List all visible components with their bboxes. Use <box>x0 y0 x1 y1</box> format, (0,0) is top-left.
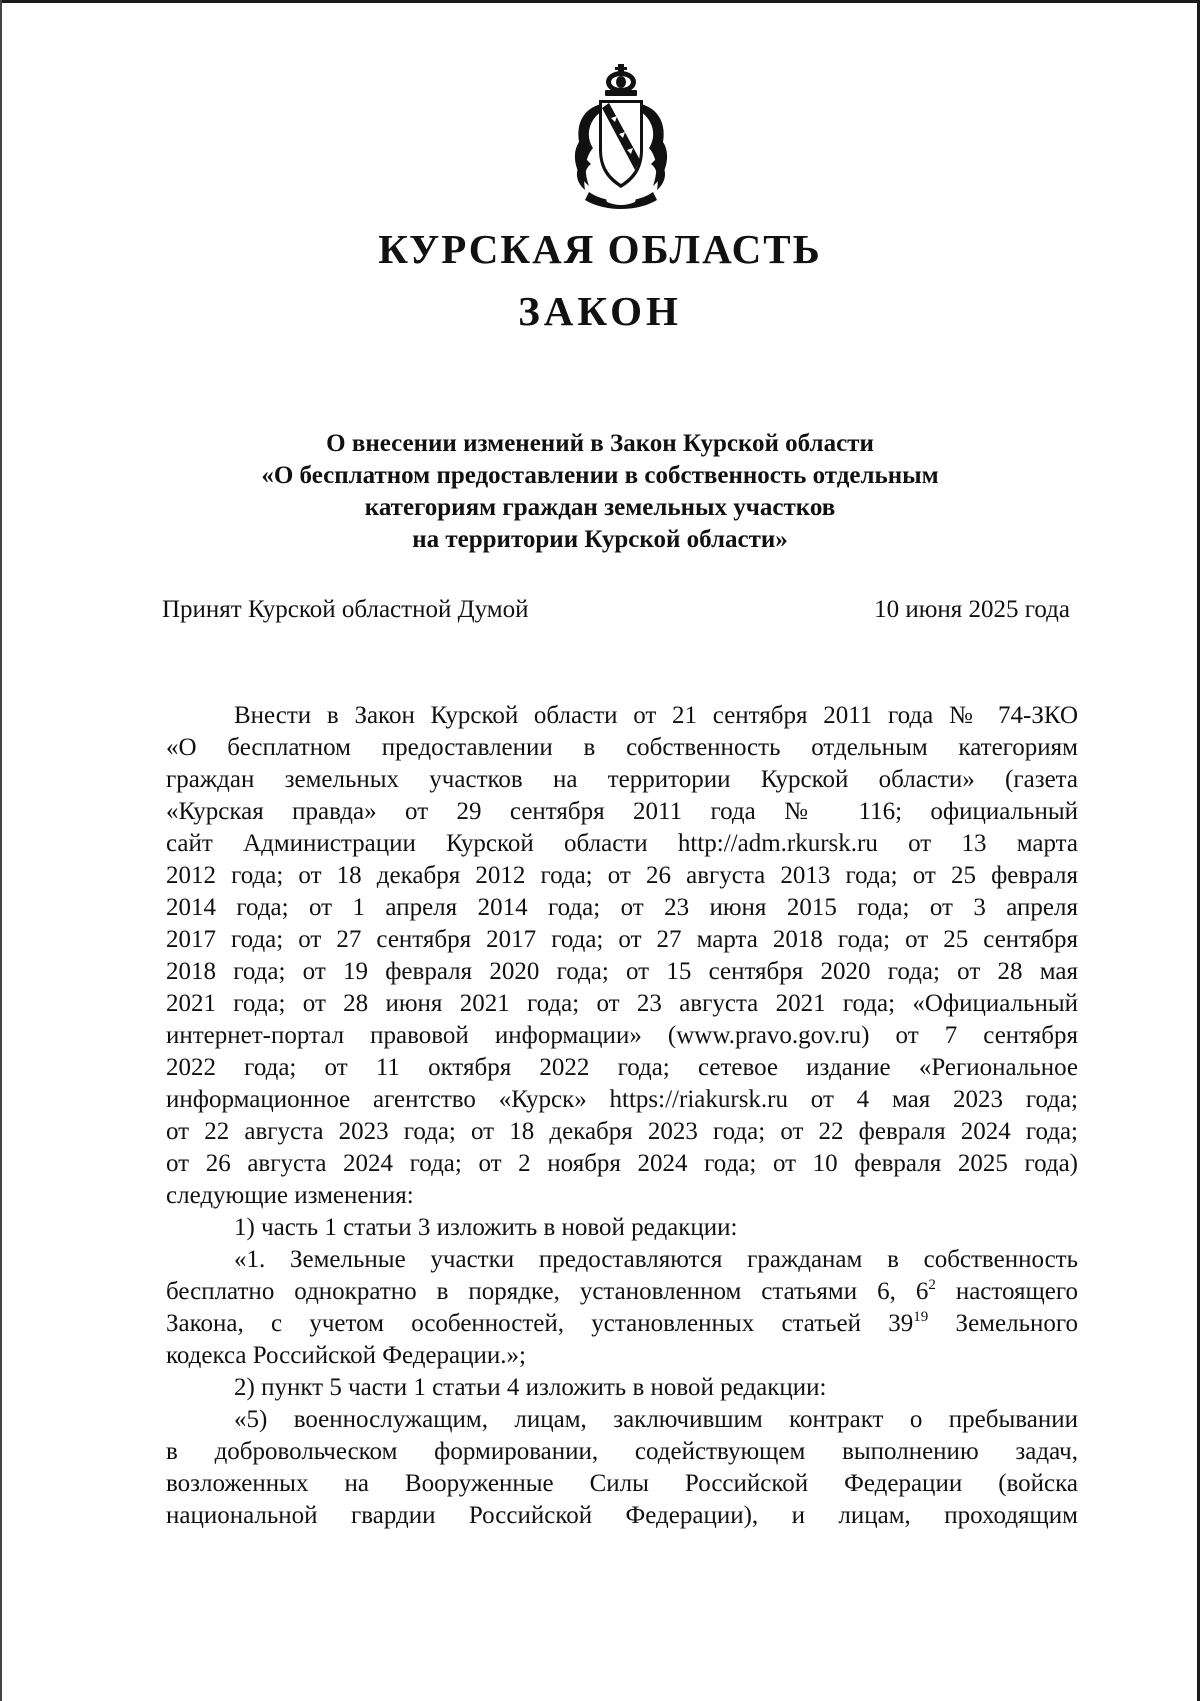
body-line: следующие изменения: <box>166 1182 414 1209</box>
body-line: сайт Администрации Курской области http://adm.rkursk.ru от 13 марта <box>166 830 1078 857</box>
law-heading: ЗАКОН <box>518 288 682 334</box>
superscript: 19 <box>913 1309 929 1325</box>
law-body <box>166 700 1078 1532</box>
body-line: 2022 года; от 11 октября 2022 года; сетевое издание «Региональное <box>166 1054 1078 1081</box>
superscript: 2 <box>928 1277 936 1293</box>
adoption-date: 10 июня 2025 года <box>874 596 1070 623</box>
law-title-line: О внесении изменений в Закон Курской области <box>326 430 874 457</box>
adopted-by: Принят Курской областной Думой <box>162 596 529 623</box>
item-1-quote-line: «1. Земельные участки предоставляются гражданам в собственность <box>234 1246 1078 1273</box>
body-line: «Курская правда» от 29 сентября 2011 года № 116; официальный <box>166 798 1078 825</box>
law-title-line: на территории Курской области» <box>412 526 788 553</box>
body-line: граждан земельных участков на территории Курской области» (газета <box>166 766 1078 793</box>
item-1-quote-text: бесплатно однократно в порядке, установленном статьями 6, 6 <box>166 1278 929 1305</box>
item-1-quote-text: Закона, с учетом особенностей, установленных статьей 39 <box>166 1310 914 1337</box>
coat-of-arms-emblem <box>561 64 681 214</box>
body-line: 2014 года; от 1 апреля 2014 года; от 23 июня 2015 года; от 3 апреля <box>166 894 1078 921</box>
item-2-quote-line: национальной гвардии Российской Федерации), и лицам, проходящим <box>166 1502 1078 1529</box>
item-1-quote-text: Земельного <box>928 1310 1078 1337</box>
item-2-quote-line: «5) военнослужащим, лицам, заключившим контракт о пребывании <box>234 1406 1078 1433</box>
body-line: 2012 года; от 18 декабря 2012 года; от 26 августа 2013 года; от 25 февраля <box>166 862 1078 889</box>
body-line: «О бесплатном предоставлении в собственность отдельным категориям <box>166 734 1078 761</box>
item-2-heading: 2) пункт 5 части 1 статьи 4 изложить в новой редакции: <box>234 1374 827 1401</box>
law-title-line: категориям граждан земельных участков <box>364 494 836 521</box>
item-1-quote-line <box>166 1308 1078 1340</box>
law-title <box>150 428 1050 556</box>
body-line: от 26 августа 2024 года; от 2 ноября 2024 года; от 10 февраля 2025 года) <box>166 1150 1078 1177</box>
item-2-quote-line: возложенных на Вооруженные Силы Российской Федерации (войска <box>166 1470 1078 1497</box>
scan-edge-top <box>0 0 1200 3</box>
body-line: 2021 года; от 28 июня 2021 года; от 23 августа 2021 года; «Официальный <box>166 990 1078 1017</box>
law-title-line: «О бесплатном предоставлении в собственность отдельным <box>261 462 939 489</box>
item-1-quote-line <box>166 1276 1078 1308</box>
region-heading: КУРСКАЯ ОБЛАСТЬ <box>378 226 822 272</box>
item-1-quote-line: кодекса Российской Федерации.»; <box>166 1342 526 1369</box>
body-line: от 22 августа 2023 года; от 18 декабря 2023 года; от 22 февраля 2024 года; <box>166 1118 1078 1145</box>
item-1-quote-text: настоящего <box>935 1278 1078 1305</box>
body-line: 2018 года; от 19 февраля 2020 года; от 15 сентября 2020 года; от 28 мая <box>166 958 1078 985</box>
item-2-quote-line: в добровольческом формировании, содействующем выполнению задач, <box>166 1438 1078 1465</box>
body-line: интернет-портал правовой информации» (www.pravo.gov.ru) от 7 сентября <box>166 1022 1078 1049</box>
body-line: 2017 года; от 27 сентября 2017 года; от 27 марта 2018 года; от 25 сентября <box>166 926 1078 953</box>
body-line: Внести в Закон Курской области от 21 сентября 2011 года № 74-ЗКО <box>234 702 1078 729</box>
body-line: информационное агентство «Курск» https://riakursk.ru от 4 мая 2023 года; <box>166 1086 1078 1113</box>
item-1-heading: 1) часть 1 статьи 3 изложить в новой редакции: <box>234 1214 738 1241</box>
